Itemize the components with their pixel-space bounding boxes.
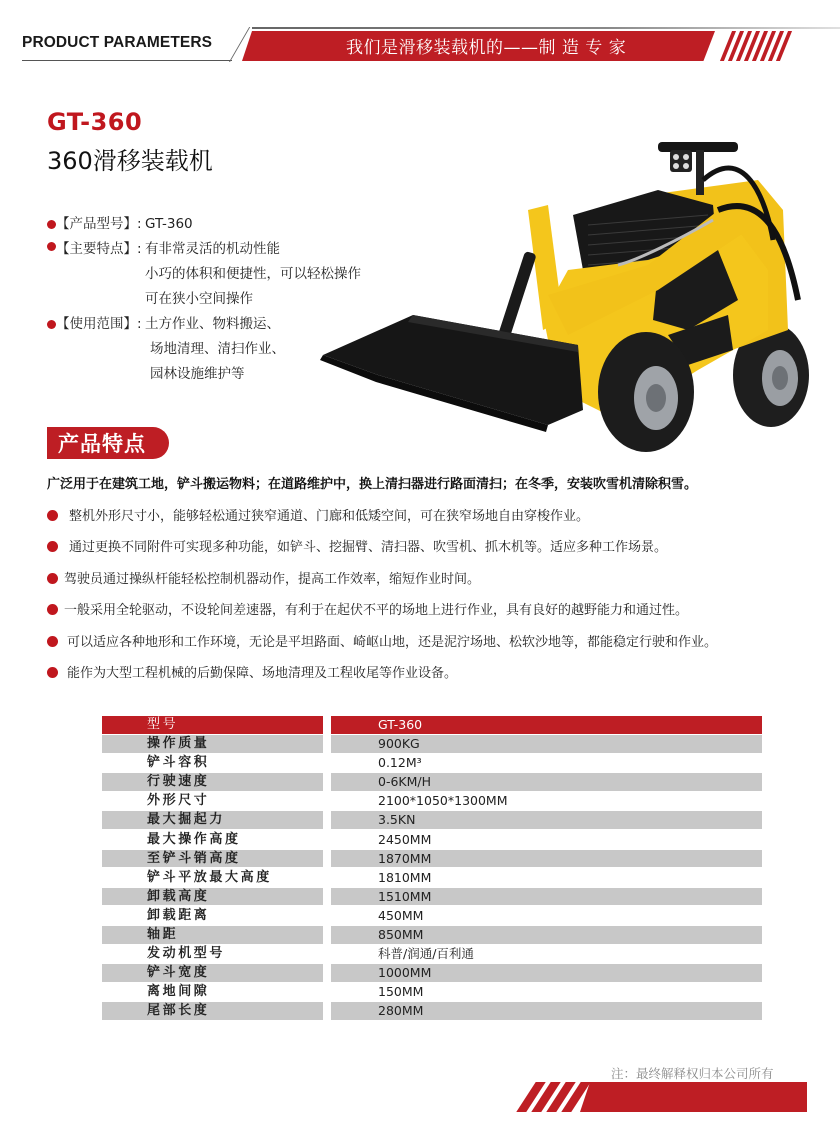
bullet-dot-icon <box>47 667 58 678</box>
spec-row <box>102 735 762 754</box>
spec-label: 发动机型号 <box>147 946 226 962</box>
spec-row <box>102 964 762 983</box>
spec-value: 0-6KM/H <box>378 774 432 790</box>
spec-header-label: 型号 <box>147 717 179 732</box>
feature-text: 整机外形尺寸小，能够轻松通过狭窄通道、门廊和低矮空间，可在狭窄场地自由穿梭作业。 <box>69 509 590 524</box>
info-value: GT-360 <box>145 216 193 232</box>
spec-row <box>102 792 762 811</box>
header-left-title: PRODUCT PARAMETERS <box>22 34 213 51</box>
spec-label: 最大操作高度 <box>147 831 241 847</box>
spec-value: 科普/润通/百利通 <box>378 946 474 962</box>
header-underline <box>22 60 232 61</box>
feature-text: 通过更换不同附件可实现多种功能，如铲斗、挖掘臂、清扫器、吹雪机、抓木机等。适应多种工作场景。 <box>69 540 668 556</box>
header-slogan: 我们是滑移装载机的——制 造 专 家 <box>346 38 627 58</box>
bullet-dot-icon <box>47 636 58 647</box>
spec-row <box>102 773 762 792</box>
spec-label: 铲斗平放最大高度 <box>147 869 272 885</box>
info-label: 【主要特点】: <box>56 241 142 257</box>
bullet-dot-icon <box>47 220 56 229</box>
features-badge-title: 产品特点 <box>58 432 146 456</box>
spec-row <box>102 945 762 964</box>
spec-row <box>102 831 762 850</box>
spec-label: 行驶速度 <box>147 774 210 790</box>
spec-value: 2450MM <box>378 831 432 847</box>
spec-row <box>102 983 762 1002</box>
bullet-dot-icon <box>47 320 56 329</box>
spec-value: 280MM <box>378 1003 424 1019</box>
spec-table <box>102 716 762 1022</box>
bullet-dot-icon <box>47 573 58 584</box>
bullet-dot-icon <box>47 604 58 615</box>
spec-value: 850MM <box>378 927 424 943</box>
spec-label: 铲斗容积 <box>147 755 210 771</box>
spec-label: 外形尺寸 <box>147 793 210 809</box>
spec-value: 3.5KN <box>378 812 416 828</box>
spec-label: 轴距 <box>147 927 179 943</box>
spec-value: 2100*1050*1300MM <box>378 793 508 809</box>
feature-text: 可以适应各种地形和工作环境，无论是平坦路面、崎岖山地，还是泥泞场地、松软沙地等，都能稳定行驶和作业。 <box>67 634 718 650</box>
spec-row <box>102 1002 762 1021</box>
bullet-dot-icon <box>47 541 58 552</box>
spec-label: 铲斗宽度 <box>147 965 210 981</box>
spec-row <box>102 907 762 926</box>
spec-value: 150MM <box>378 984 424 1000</box>
info-value: 可在狭小空间操作 <box>145 291 253 307</box>
spec-label: 最大掘起力 <box>147 812 226 828</box>
header-stripes <box>722 31 792 61</box>
spec-row <box>102 811 762 830</box>
model-title: GT-360 <box>47 108 143 136</box>
footer-stripes <box>514 1082 589 1112</box>
info-value: 土方作业、物料搬运、 <box>145 316 280 332</box>
feature-text: 一般采用全轮驱动，不设轮间差速器，有利于在起伏不平的场地上进行作业，具有良好的越野能力和通过性。 <box>64 603 689 619</box>
spec-row <box>102 869 762 888</box>
info-value: 有非常灵活的机动性能 <box>145 241 280 257</box>
spec-value: 1510MM <box>378 888 432 904</box>
footer-red-bar <box>580 1082 807 1112</box>
spec-label: 离地间隙 <box>147 984 210 1000</box>
header-top-line <box>252 27 840 29</box>
info-label: 【产品型号】: <box>56 216 142 232</box>
spec-value: 0.12M³ <box>378 755 422 771</box>
product-name: 360滑移装载机 <box>47 147 213 175</box>
spec-row <box>102 754 762 773</box>
spec-label: 操作质量 <box>147 736 210 752</box>
spec-value: 1810MM <box>378 869 432 885</box>
spec-row <box>102 926 762 945</box>
bullet-dot-icon <box>47 510 58 521</box>
spec-label: 卸载距离 <box>147 907 210 923</box>
info-label: 【使用范围】: <box>56 316 142 332</box>
spec-row <box>102 850 762 869</box>
info-value: 小巧的体积和便捷性，可以轻松操作 <box>145 266 361 282</box>
feature-text: 驾驶员通过操纵杆能轻松控制机器动作，提高工作效率，缩短作业时间。 <box>64 571 481 587</box>
info-value: 场地清理、清扫作业、 <box>150 341 285 357</box>
spec-label: 尾部长度 <box>147 1003 210 1019</box>
spec-row <box>102 888 762 907</box>
footer-note: 注：最终解释权归本公司所有 <box>611 1066 774 1081</box>
info-value: 园林设施维护等 <box>150 366 245 382</box>
spec-value: 900KG <box>378 736 420 752</box>
feature-text: 能作为大型工程机械的后勤保障、场地清理及工程收尾等作业设备。 <box>67 665 458 681</box>
features-intro: 广泛用于在建筑工地，铲斗搬运物料；在道路维护中，换上清扫器进行路面清扫；在冬季，安装吹雪机清除积雪。 <box>47 477 698 492</box>
skid-steer-loader-image <box>318 120 818 465</box>
spec-label: 卸载高度 <box>147 888 210 904</box>
spec-value: 1870MM <box>378 850 432 866</box>
bullet-dot-icon <box>47 242 56 251</box>
spec-table-header <box>102 716 762 735</box>
spec-value: 1000MM <box>378 965 432 981</box>
spec-label: 至铲斗销高度 <box>147 850 241 866</box>
spec-value: 450MM <box>378 907 424 923</box>
spec-header-value: GT-360 <box>378 717 423 732</box>
